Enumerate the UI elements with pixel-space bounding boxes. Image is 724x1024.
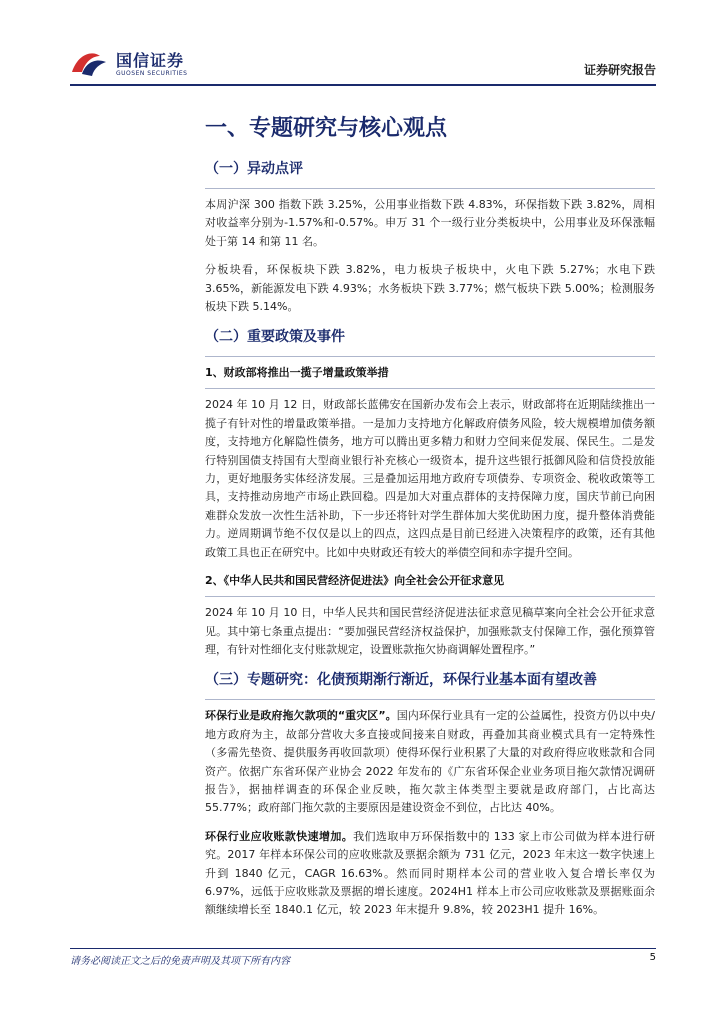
subsection-divider xyxy=(205,699,655,700)
main-content xyxy=(205,112,655,930)
policy-item-text-2: 2024 年 10 月 10 日，中华人民共和国民营经济促进法征求意见稿草案向全社会公开征求意见。其中第七条重点提出：“要加强民营经济权益保护，加强账款支付保障工作，强化预算管理，有针对性细化支付账款规定，设置账款拖欠协商调解处置程序。” xyxy=(205,606,655,656)
subsection-divider xyxy=(205,356,655,357)
footer-divider xyxy=(70,948,656,949)
paragraph-lead-bold: 环保行业是政府拖欠款项的“重灾区”。 xyxy=(205,709,397,723)
disclaimer-text: 请务必阅读正文之后的免责声明及其项下所有内容 xyxy=(70,956,290,967)
guosen-logo-icon xyxy=(70,50,110,80)
paragraph-sector-performance: 分板块看，环保板块下跌 3.82%，电力板块子板块中，火电下跌 5.27%；水电下跌 3.65%，新能源发电下跌 4.93%；水务板块下跌 3.77%；燃气板块下跌 5.00%；检测服务板块下跌 5.14%。 xyxy=(205,263,655,314)
policy-item-text-1: 2024 年 10 月 12 日，财政部长蓝佛安在国新办发布会上表示，财政部将在近期陆续推出一揽子有针对性的增量政策举措。一是加力支持地方化解政府债务风险，较大规模增加债务额度，支持地方化解隐性债务，地方可以腾出更多精力和财力空间来促发展、保民生。二是发行特别国债支持国有大型商业银行补充核心一级资本，提升这些银行抵御风险和信贷投放能力，更好地服务实体经济发展。三是叠加运用地方政府专项债券、专项资金、税收政策等工具，支持推动房地产市场止跌回稳。四是加大对重点群体的支持保障力度，国庆节前已向困难群众发放一次性生活补助，下一步还将针对学生群体加大奖优助困力度，提升整体消费能力。逆周期调节绝不仅仅是以上的四点，这四点是目前已经进入决策程序的政策，还有其他政策工具也正在研究中。比如中央财政还有较大的举债空间和赤字提升空间。 xyxy=(205,398,655,559)
logo-chinese-name: 国信证券 xyxy=(116,51,185,70)
paragraph-lead-bold: 环保行业应收账款快速增加。 xyxy=(205,829,354,843)
page-number: 5 xyxy=(649,952,656,963)
brand-logo xyxy=(70,50,187,80)
section-title: 一、专题研究与核心观点 xyxy=(205,116,448,141)
paragraph-government-arrears xyxy=(205,707,655,817)
logo-english-name: GUOSEN SECURITIES xyxy=(116,70,188,77)
subsection-title-1: （一）异动点评 xyxy=(205,161,303,177)
subsection-divider xyxy=(205,188,655,189)
item-divider xyxy=(205,596,655,597)
report-type-label: 证券研究报告 xyxy=(583,63,656,77)
paragraph-body: 国内环保行业具有一定的公益属性，投资方仍以中央/地方政府为主，故部分营收大多直接或间接来自财政，再叠加其商业模式具有一定特殊性（多需先垫资、提供服务再收回款项）使得环保行业积累了大量的对政府得应收账款和合同资产。依据广东省环保产业协会 2022 年发布的《广东省环保企业业务项目拖欠款情况调研报告》，据抽样调查的环保企业反映，拖欠款主体类型主要就是政府部门，占比高达 55.77%；政府部门拖欠款的主要原因是建设资金不到位，占比达 40%。 xyxy=(205,709,655,815)
subsection-title-3: （三）专题研究：化债预期渐行渐近，环保行业基本面有望改善 xyxy=(205,672,597,689)
header-divider xyxy=(70,84,656,86)
paragraph-index-performance: 本周沪深 300 指数下跌 3.25%，公用事业指数下跌 4.83%，环保指数下跌 3.82%，周相对收益率分别为-1.57%和-0.57%。申万 31 个一级行业分类板块中，公用事业及环保涨幅处于第 14 和第 11 名。 xyxy=(205,198,655,248)
policy-item-title-2: 2、《中华人民共和国民营经济促进法》向全社会公开征求意见 xyxy=(205,574,505,588)
policy-item-title-1: 1、财政部将推出一揽子增量政策举措 xyxy=(205,366,389,380)
paragraph-receivables-growth xyxy=(205,828,655,920)
subsection-title-2: （二）重要政策及事件 xyxy=(205,329,345,346)
item-divider xyxy=(205,388,655,389)
paragraph-body: 我们选取申万环保指数中的 133 家上市公司做为样本进行研究。2017 年样本环保公司的应收账款及票据余额为 731 亿元，2023 年末这一数字快速上升到 1840 亿元，CAGR 16.63%。然而同时期样本公司的营业收入复合增长率仅为 6.97%，远低于应收账款及票据的增长速度。2024H1 样本上市公司应收账款及票据账面余额继续增长至 1840.1 亿元，较 2023 年末提升 9.8%，较 2023H1 提升 16%。 xyxy=(205,829,655,917)
